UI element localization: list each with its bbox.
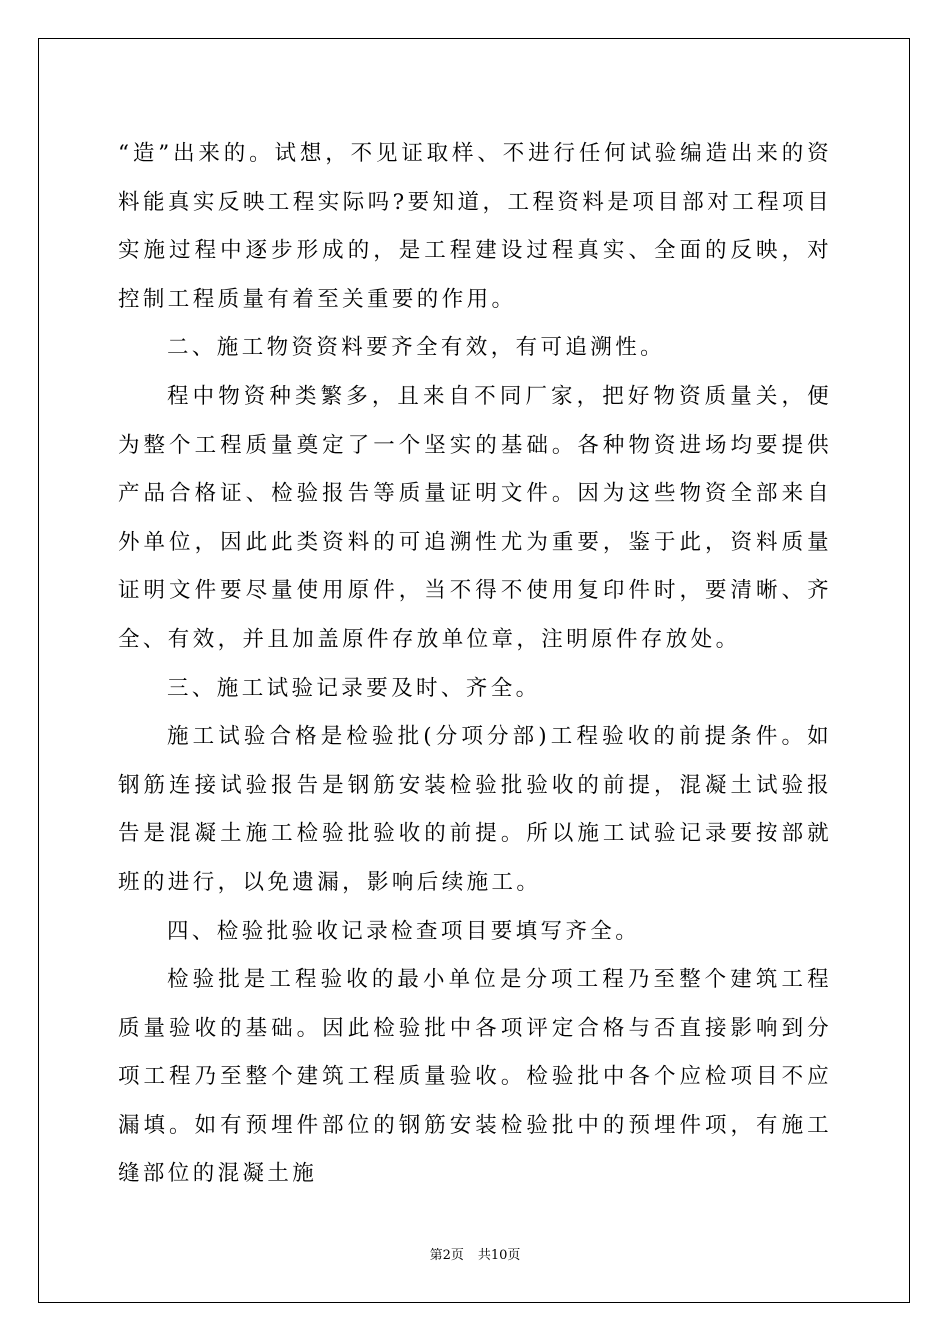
page-number: 第2页	[429, 1248, 464, 1263]
page-total: 共10页	[477, 1248, 521, 1263]
paragraph-1: “造”出来的。试想，不见证取样、不进行任何试验编造出来的资料能真实反映工程实际吗?要知道，工程资料是项目部对工程项目实施过程中逐步形成的，是工程建设过程真实、全面的反映，对控制工程质量有着至关重要的作用。	[118, 141, 832, 312]
heading-section-3: 三、施工试验记录要及时、齐全。	[167, 675, 541, 701]
page-footer	[0, 1247, 950, 1265]
document-body	[118, 130, 832, 1199]
paragraph-4: 检验批是工程验收的最小单位是分项工程乃至整个建筑工程质量验收的基础。因此检验批中各项评定合格与否直接影响到分项工程乃至整个建筑工程质量验收。检验批中各个应检项目不应漏填。如有预埋件部位的钢筋安装检验批中的预埋件项，有施工缝部位的混凝土施	[118, 967, 832, 1187]
heading-section-2: 二、施工物资资料要齐全有效，有可追溯性。	[167, 335, 666, 361]
paragraph-2: 程中物资种类繁多，且来自不同厂家，把好物资质量关，便为整个工程质量奠定了一个坚实的基础。各种物资进场均要提供产品合格证、检验报告等质量证明文件。因为这些物资全部来自外单位，因此此类资料的可追溯性尤为重要，鉴于此，资料质量证明文件要尽量使用原件，当不得不使用复印件时，要清晰、齐全、有效，并且加盖原件存放单位章，注明原件存放处。	[118, 383, 832, 652]
paragraph-3: 施工试验合格是检验批(分项分部)工程验收的前提条件。如钢筋连接试验报告是钢筋安装检验批验收的前提，混凝土试验报告是混凝土施工检验批验收的前提。所以施工试验记录要按部就班的进行，以免遗漏，影响后续施工。	[118, 724, 832, 895]
heading-section-4: 四、检验批验收记录检查项目要填写齐全。	[167, 918, 641, 944]
